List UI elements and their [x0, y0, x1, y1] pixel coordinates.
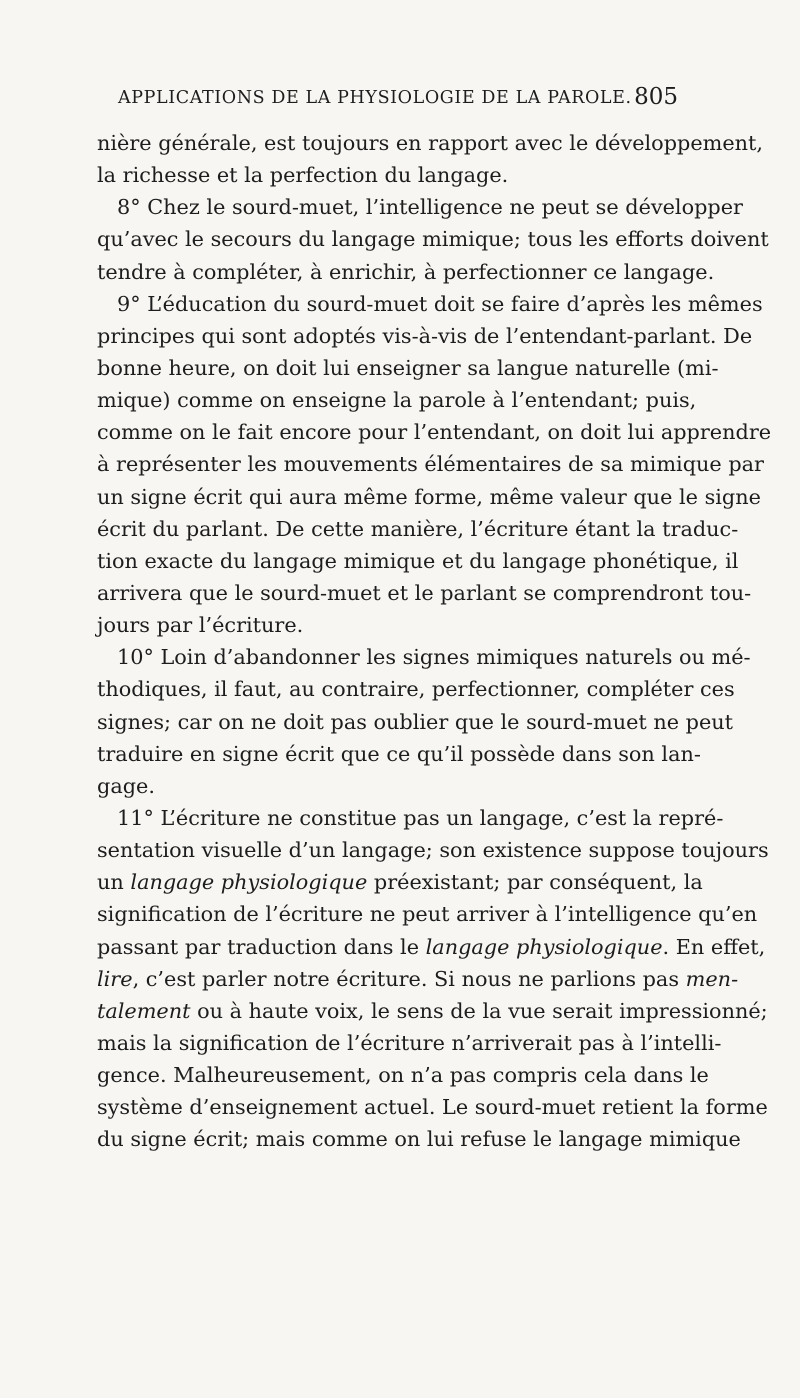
text-line [97, 770, 682, 802]
text-line [97, 384, 697, 416]
text-run: sentation visuelle d’un langage; son existence suppose toujours [97, 838, 769, 863]
page-number: 805 [634, 84, 678, 110]
text-line [97, 288, 763, 320]
text-run: qu’avec le secours du langage mimique; tous les efforts doivent [97, 227, 769, 252]
text-run: thodiques, il faut, au contraire, perfectionner, compléter ces [97, 677, 735, 702]
running-header [118, 84, 678, 114]
italic-phrase: lire [97, 966, 133, 991]
text-line [97, 834, 769, 866]
text-run: la richesse et la perfection du langage. [97, 163, 509, 188]
text-run: tendre à compléter, à enrichir, à perfectionner ce langage. [97, 259, 715, 284]
text-run: traduire en signe écrit que ce qu’il possède dans son lan- [97, 741, 701, 766]
text-run: 9° L’éducation du sourd-muet doit se faire d’après les mêmes [117, 291, 763, 316]
text-run: ou à haute voix, le sens de la vue serait impressionné; [197, 998, 768, 1023]
text-run: mique) comme on enseigne la parole à l’entendant; puis, [97, 388, 697, 413]
text-line [97, 256, 715, 288]
text-run: gage. [97, 773, 155, 798]
text-line [97, 866, 703, 898]
text-line [97, 448, 764, 480]
text-line [97, 1059, 709, 1091]
text-line [97, 513, 739, 545]
text-line [97, 898, 758, 930]
text-run: comme on le fait encore pour l’entendant, on doit lui apprendre [97, 420, 772, 445]
text-run: 10° Loin d’abandonner les signes mimiques naturels ou mé- [117, 645, 751, 670]
text-run: un [97, 870, 124, 895]
text-run: 8° Chez le sourd-muet, l’intelligence ne peut se développer [117, 195, 743, 220]
text-line [97, 577, 752, 609]
text-run: bonne heure, on doit lui enseigner sa langue naturelle (mi- [97, 355, 719, 380]
italic-phrase: talement [97, 998, 191, 1023]
text-line [97, 609, 682, 641]
text-run: arrivera que le sourd-muet et le parlant se comprendront tou- [97, 580, 752, 605]
text-line [97, 320, 753, 352]
text-run: un signe écrit qui aura même forme, même valeur que le signe [97, 484, 761, 509]
text-line [97, 995, 768, 1027]
text-line [97, 673, 735, 705]
text-line [97, 481, 761, 513]
text-run: signification de l’écriture ne peut arriver à l’intelligence qu’en [97, 902, 758, 927]
text-run: 11° L’écriture ne constitue pas un langage, c’est la repré- [117, 805, 724, 830]
body-text [97, 127, 772, 1156]
text-run: passant par traduction dans le [97, 934, 420, 959]
text-line [97, 738, 701, 770]
text-line [97, 223, 769, 255]
text-run: signes; car on ne doit pas oublier que le sourd-muet ne peut [97, 709, 734, 734]
text-run: , c’est parler notre écriture. Si nous ne parlions pas [132, 966, 680, 991]
text-line [97, 931, 766, 963]
text-line [97, 706, 734, 738]
text-run: . En effet, [662, 934, 766, 959]
text-line [97, 1027, 722, 1059]
text-run: tion exacte du langage mimique et du langage phonétique, il [97, 548, 739, 573]
italic-phrase: men- [685, 966, 739, 991]
text-run: du signe écrit; mais comme on lui refuse le langage mimique [97, 1127, 741, 1152]
text-line [97, 641, 751, 673]
text-line [97, 159, 682, 191]
running-title: APPLICATIONS DE LA PHYSIOLOGIE DE LA PAROLE. [118, 88, 632, 108]
text-line [97, 352, 719, 384]
text-line [97, 545, 739, 577]
text-line [97, 127, 764, 159]
text-line [97, 416, 772, 448]
text-run: mais la signification de l’écriture n’arriverait pas à l’intelli- [97, 1030, 722, 1055]
italic-phrase: langage physiologique [130, 870, 368, 895]
text-run: à représenter les mouvements élémentaires de sa mimique par [97, 452, 764, 477]
text-line [97, 802, 724, 834]
text-line [97, 1091, 768, 1123]
text-run: nière générale, est toujours en rapport avec le développement, [97, 131, 764, 155]
text-line [97, 963, 739, 995]
text-run: préexistant; par conséquent, la [373, 870, 703, 895]
text-line [97, 1123, 741, 1155]
text-run: gence. Malheureusement, on n’a pas compris cela dans le [97, 1063, 709, 1088]
text-run: système d’enseignement actuel. Le sourd-muet retient la forme [97, 1095, 768, 1120]
text-run: jours par l’écriture. [97, 613, 304, 638]
text-line [97, 191, 743, 223]
italic-phrase: langage physiologique [425, 934, 663, 959]
text-run: principes qui sont adoptés vis-à-vis de l’entendant-parlant. De [97, 323, 753, 348]
text-run: écrit du parlant. De cette manière, l’écriture étant la traduc- [97, 516, 739, 541]
